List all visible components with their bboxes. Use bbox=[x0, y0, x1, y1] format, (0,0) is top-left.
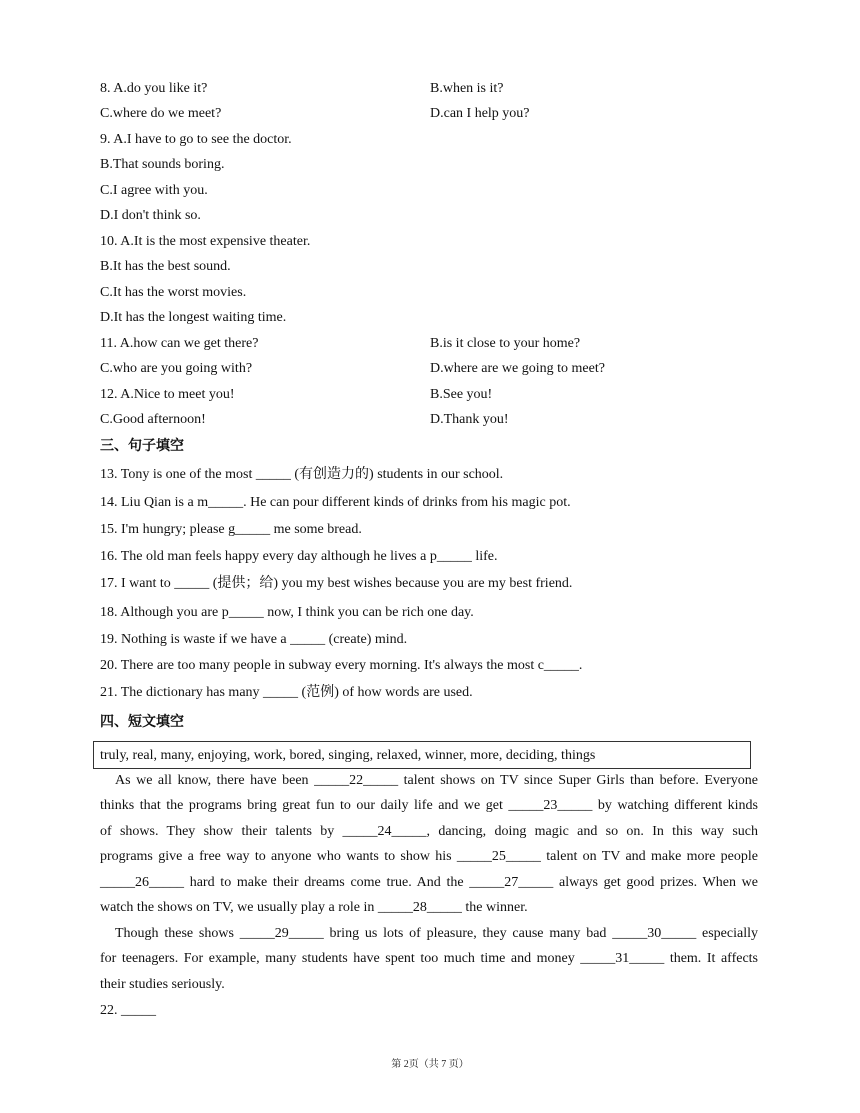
q8-option-a: 8. A.do you like it? bbox=[100, 81, 208, 96]
passage-line-6: watch the shows on TV, we usually play a role in _____28_____ the winner. bbox=[100, 900, 528, 915]
q10-option-d: D.It has the longest waiting time. bbox=[100, 310, 287, 325]
section4-heading: 四、短文填空 bbox=[100, 714, 184, 730]
sentence-item-16: 16. The old man feels happy every day although he lives a p_____ life. bbox=[100, 549, 498, 564]
sentence-item-21: 21. The dictionary has many _____ (范例) of how words are used. bbox=[100, 685, 473, 700]
passage-line-3: of shows. They show their talents by _____24_____, dancing, doing magic and so on. In this way such bbox=[100, 824, 758, 839]
q8-option-b: B.when is it? bbox=[430, 81, 504, 96]
passage-line-9: their studies seriously. bbox=[100, 977, 225, 992]
passage-line-4: programs give a free way to anyone who wants to show his _____25_____ talent on TV and make more people bbox=[100, 849, 758, 864]
q12-option-c: C.Good afternoon! bbox=[100, 412, 206, 427]
passage-line-7: Though these shows _____29_____ bring us lots of pleasure, they cause many bad _____30_____ especially bbox=[115, 926, 758, 941]
answer-item-22: 22. _____ bbox=[100, 1003, 156, 1018]
q8-option-c: C.where do we meet? bbox=[100, 106, 222, 121]
passage-line-8: for teenagers. For example, many students have spent too much time and money _____31_____ them. It affects bbox=[100, 951, 758, 966]
sentence-item-14: 14. Liu Qian is a m_____. He can pour different kinds of drinks from his magic pot. bbox=[100, 495, 571, 510]
section3-heading: 三、句子填空 bbox=[100, 438, 184, 454]
q10-option-a: 10. A.It is the most expensive theater. bbox=[100, 234, 311, 249]
sentence-item-17: 17. I want to _____ (提供；给) you my best wishes because you are my best friend. bbox=[100, 576, 573, 591]
q11-option-b: B.is it close to your home? bbox=[430, 336, 581, 351]
q9-option-c: C.I agree with you. bbox=[100, 183, 208, 198]
sentence-item-13: 13. Tony is one of the most _____ (有创造力的) students in our school. bbox=[100, 467, 504, 482]
sentence-item-19: 19. Nothing is waste if we have a _____ (create) mind. bbox=[100, 632, 408, 647]
q11-option-d: D.where are we going to meet? bbox=[430, 361, 605, 376]
word-bank-box bbox=[93, 741, 751, 769]
q8-option-d: D.can I help you? bbox=[430, 106, 530, 121]
q12-option-a: 12. A.Nice to meet you! bbox=[100, 387, 235, 402]
page-footer: 第 2页（共 7 页） bbox=[391, 1059, 469, 1070]
q9-option-d: D.I don't think so. bbox=[100, 208, 201, 223]
q12-option-b: B.See you! bbox=[430, 387, 493, 402]
passage-line-5: _____26_____ hard to make their dreams come true. And the _____27_____ always get good prizes. When we bbox=[100, 875, 758, 890]
passage-line-2: thinks that the programs bring great fun to our daily life and we get _____23_____ by watching different kinds bbox=[100, 798, 758, 813]
q11-option-a: 11. A.how can we get there? bbox=[100, 336, 259, 351]
q9-option-b: B.That sounds boring. bbox=[100, 157, 225, 172]
sentence-item-15: 15. I'm hungry; please g_____ me some bread. bbox=[100, 522, 362, 537]
q10-option-b: B.It has the best sound. bbox=[100, 259, 231, 274]
word-bank-text: truly, real, many, enjoying, work, bored, singing, relaxed, winner, more, deciding, things bbox=[100, 748, 596, 763]
q10-option-c: C.It has the worst movies. bbox=[100, 285, 247, 300]
q12-option-d: D.Thank you! bbox=[430, 412, 509, 427]
passage-line-1: As we all know, there have been _____22_____ talent shows on TV since Super Girls than before. Everyone bbox=[115, 773, 758, 788]
sentence-item-18: 18. Although you are p_____ now, I think you can be rich one day. bbox=[100, 605, 474, 620]
q11-option-c: C.who are you going with? bbox=[100, 361, 253, 376]
sentence-item-20: 20. There are too many people in subway every morning. It's always the most c_____. bbox=[100, 658, 583, 673]
q9-option-a: 9. A.I have to go to see the doctor. bbox=[100, 132, 292, 147]
